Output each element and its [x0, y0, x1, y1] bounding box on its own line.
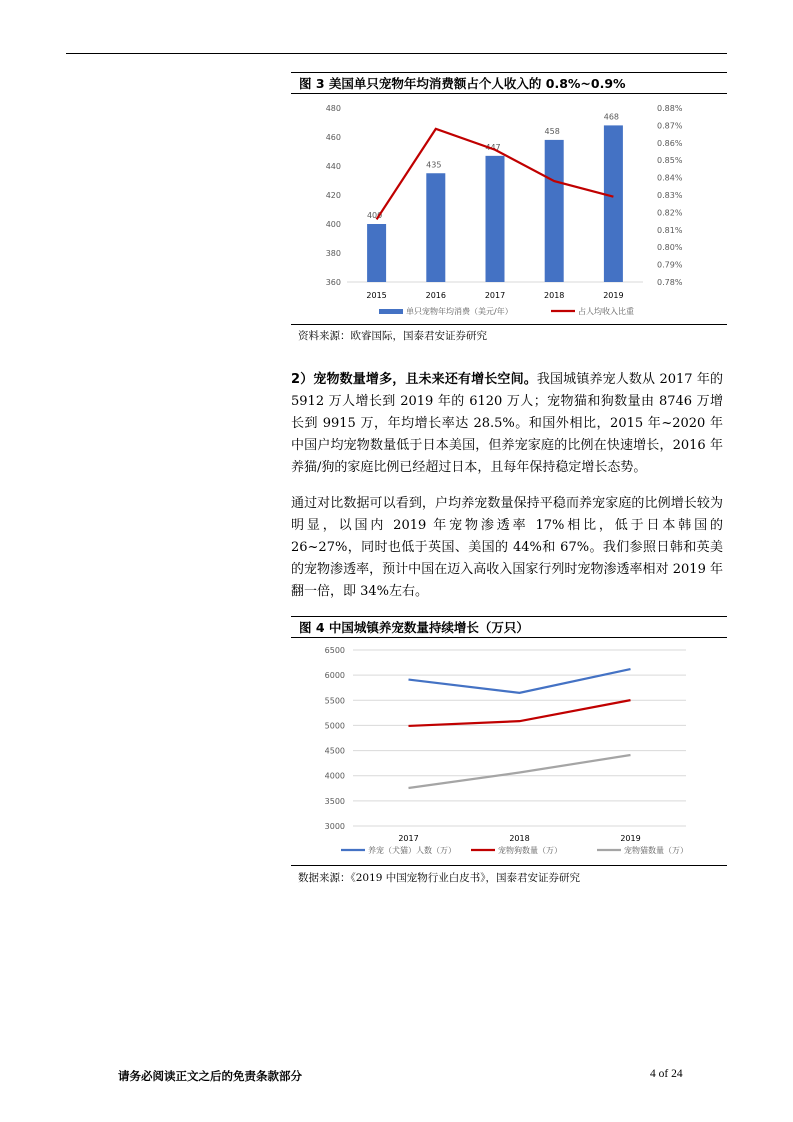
header-rule — [66, 53, 727, 54]
figure-4-chart — [291, 638, 727, 865]
bar-2016 — [426, 173, 445, 282]
bar-data-label: 400 — [366, 211, 383, 220]
y2-tick-label: 0.84% — [657, 173, 683, 183]
y2-tick-label: 0.83% — [657, 191, 683, 200]
legend-label-0: 养宠（犬猫）人数（万） — [368, 846, 456, 855]
y2-tick-label: 0.86% — [657, 138, 683, 148]
figure-4-source: 数据来源：《2019 中国宠物行业白皮书》，国泰君安证券研究 — [298, 872, 581, 884]
x-tick-label: 2017 — [398, 834, 419, 843]
legend-label-2: 宠物猫数量（万） — [624, 846, 688, 855]
x-tick-label: 2019 — [603, 291, 624, 300]
x-tick-label: 2017 — [484, 291, 506, 300]
y-tick-label: 480 — [325, 104, 341, 113]
y2-tick-label: 0.78% — [657, 278, 683, 287]
series-line-2 — [409, 755, 631, 788]
y-tick-label: 3500 — [324, 796, 345, 806]
y2-tick-label: 0.87% — [657, 121, 683, 131]
page-number: 4 of 24 — [650, 1068, 683, 1080]
series-line-1 — [409, 700, 631, 726]
y-tick-label: 4000 — [324, 771, 345, 781]
x-tick-label: 2015 — [366, 291, 387, 300]
bar-data-label: 458 — [544, 126, 560, 136]
bar-2018 — [545, 140, 564, 282]
figure-3-chart-area — [291, 94, 727, 325]
bar-2019 — [604, 125, 623, 282]
figure-3-source: 资料来源：欧睿国际，国泰君安证券研究 — [298, 330, 487, 342]
legend-line-label: 占人均收入比重 — [578, 307, 634, 316]
y-tick-label: 420 — [325, 191, 341, 200]
y2-tick-label: 0.88% — [657, 104, 683, 113]
bar-data-label: 435 — [426, 160, 442, 170]
paragraph-penetration: 通过对比数据可以看到，户均养宠数量保持平稳而养宠家庭的比例增长较为明显，以国内 2019 年宠物渗透率 17%相比，低于日本韩国的 26~27%，同时也低于英国、美国的 44%和 67%。我们参照日韩和英美的宠物渗透率，预计中国在迈入高收入国家行列时宠物渗透率相对 2019 年翻一倍，即 34%左右。 — [291, 496, 723, 599]
y2-tick-label: 0.81% — [657, 225, 683, 235]
x-tick-label: 2018 — [509, 834, 530, 843]
y2-tick-label: 0.80% — [657, 243, 683, 253]
y-tick-label: 360 — [325, 278, 341, 287]
legend-label-1: 宠物狗数量（万） — [498, 846, 562, 855]
figure-3-title: 图 3 美国单只宠物年均消费额占个人收入的 0.8%~0.9% — [291, 72, 727, 94]
footer-disclaimer: 请务必阅读正文之后的免责条款部分 — [118, 1069, 302, 1083]
y-tick-label: 3000 — [324, 822, 345, 831]
y-tick-label: 440 — [325, 162, 341, 171]
y-tick-label: 5500 — [324, 696, 345, 706]
bar-2017 — [486, 156, 505, 282]
x-tick-label: 2016 — [425, 291, 446, 300]
x-tick-label: 2018 — [544, 291, 565, 300]
bar-2015 — [367, 224, 386, 282]
paragraph-body: 我国城镇养宠人数从 2017 年的 5912 万人增长到 2019 年的 6120 万人；宠物猫和狗数量由 8746 万增长到 9915 万，年均增长率达 28.5%。和国外相比，2015 年~2020 年中国户均宠物数量低于日本美国，但养宠家庭的比例在快速增长，2016 年养猫/狗的家庭比例已经超过日本，且每年保持稳定增长态势。 — [291, 372, 724, 475]
y-tick-label: 380 — [325, 249, 341, 258]
y-tick-label: 460 — [325, 133, 341, 142]
figure-4-title: 图 4 中国城镇养宠数量持续增长（万只） — [291, 616, 727, 638]
figure-3-chart — [291, 94, 727, 324]
x-tick-label: 2019 — [620, 834, 641, 843]
y2-tick-label: 0.85% — [657, 156, 683, 166]
legend-bar-swatch — [379, 309, 403, 314]
y-tick-label: 6500 — [324, 646, 345, 655]
y2-tick-label: 0.82% — [657, 208, 683, 218]
y-tick-label: 6000 — [324, 671, 345, 681]
y2-tick-label: 0.79% — [657, 260, 683, 270]
paragraph-heading: 2）宠物数量增多，且未来还有增长空间。 — [291, 372, 537, 387]
y-tick-label: 400 — [325, 220, 341, 229]
bar-data-label: 447 — [485, 142, 501, 152]
paragraph-pet-growth — [291, 369, 723, 479]
legend-bar-label: 单只宠物年均消费（美元/年） — [406, 307, 513, 316]
y-tick-label: 5000 — [324, 721, 345, 731]
series-line-0 — [409, 669, 631, 693]
y-tick-label: 4500 — [324, 746, 345, 756]
figure-4-chart-area — [291, 638, 727, 866]
bar-data-label: 468 — [603, 112, 620, 122]
